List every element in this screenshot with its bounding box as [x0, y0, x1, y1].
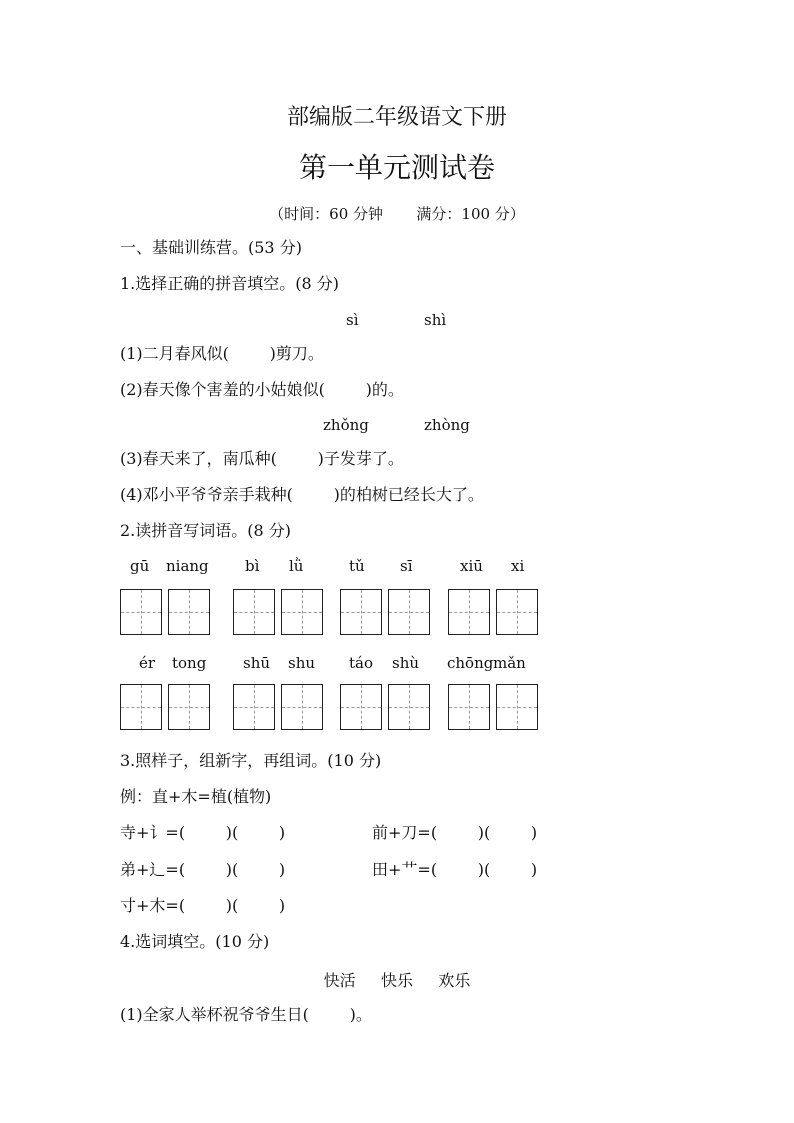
q2-pinyin: shù: [392, 654, 420, 672]
q1-item: (4)邓小平爷爷亲手栽种( )的柏树已经长大了。: [120, 485, 484, 504]
q2-pinyin: gū: [130, 557, 150, 575]
q1-heading: 1.选择正确的拼音填空。(8 分): [120, 274, 340, 293]
writing-box[interactable]: [281, 589, 323, 635]
q2-pinyin: tong: [172, 654, 207, 672]
q1-pinyin: shì: [424, 311, 447, 329]
q2-pinyin: niang: [166, 557, 209, 575]
q1-pinyin: zhǒng: [323, 416, 369, 434]
q1-item: (1)二月春风似( )剪刀。: [120, 344, 324, 363]
q2-pinyin: bì: [245, 557, 260, 575]
writing-box[interactable]: [233, 589, 275, 635]
exam-title: 第一单元测试卷: [298, 151, 495, 184]
q4-options: 快活 快乐 欢乐: [323, 971, 471, 990]
q3-item: 寸+木=( )( ): [120, 896, 286, 915]
q1-item: (2)春天像个害羞的小姑娘似( )的。: [120, 380, 404, 399]
q2-pinyin: ér: [139, 654, 156, 672]
q2-pinyin: táo: [349, 654, 374, 672]
writing-box[interactable]: [496, 589, 538, 635]
exam-subtitle: 部编版二年级语文下册: [286, 105, 507, 130]
q2-pinyin: lǜ: [289, 557, 304, 575]
q3-example: 例：直+木=植(植物): [120, 787, 272, 806]
writing-box[interactable]: [388, 589, 430, 635]
q4-heading: 4.选词填空。(10 分): [120, 932, 270, 951]
writing-box[interactable]: [340, 684, 382, 730]
q3-heading: 3.照样子，组新字，再组词。(10 分): [120, 751, 382, 770]
writing-box[interactable]: [168, 589, 210, 635]
writing-box[interactable]: [448, 589, 490, 635]
q3-item: 寺+讠=( )( ): [120, 823, 286, 842]
q2-heading: 2.读拼音写词语。(8 分): [120, 521, 292, 540]
section-heading: 一、基础训练营。(53 分): [120, 238, 302, 257]
q1-item: (3)春天来了，南瓜种( )子发芽了。: [120, 449, 404, 468]
q2-pinyin: sī: [400, 557, 413, 575]
q3-item: 前+刀=( )( ): [372, 823, 538, 842]
q3-item: 田+艹=( )( ): [372, 860, 538, 879]
writing-box[interactable]: [448, 684, 490, 730]
writing-box[interactable]: [168, 684, 210, 730]
writing-box[interactable]: [120, 684, 162, 730]
q2-pinyin: shu: [288, 654, 316, 672]
q2-pinyin: xi: [511, 557, 525, 575]
writing-box[interactable]: [233, 684, 275, 730]
q2-pinyin: xiū: [460, 557, 483, 575]
q2-pinyin: shū: [243, 654, 271, 672]
writing-box[interactable]: [496, 684, 538, 730]
q3-item: 弟+辶=( )( ): [120, 860, 286, 879]
exam-meta: （时间：60 分钟 满分：100 分）: [269, 205, 525, 223]
writing-box[interactable]: [120, 589, 162, 635]
writing-box[interactable]: [281, 684, 323, 730]
q1-pinyin: zhòng: [424, 416, 470, 434]
q2-pinyin: tǔ: [349, 557, 365, 575]
writing-box[interactable]: [388, 684, 430, 730]
q1-pinyin: sì: [346, 311, 359, 329]
q2-pinyin: mǎn: [493, 654, 526, 672]
q2-pinyin: chōng: [447, 654, 494, 672]
q4-item: (1)全家人举杯祝爷爷生日( )。: [120, 1005, 372, 1024]
writing-box[interactable]: [340, 589, 382, 635]
